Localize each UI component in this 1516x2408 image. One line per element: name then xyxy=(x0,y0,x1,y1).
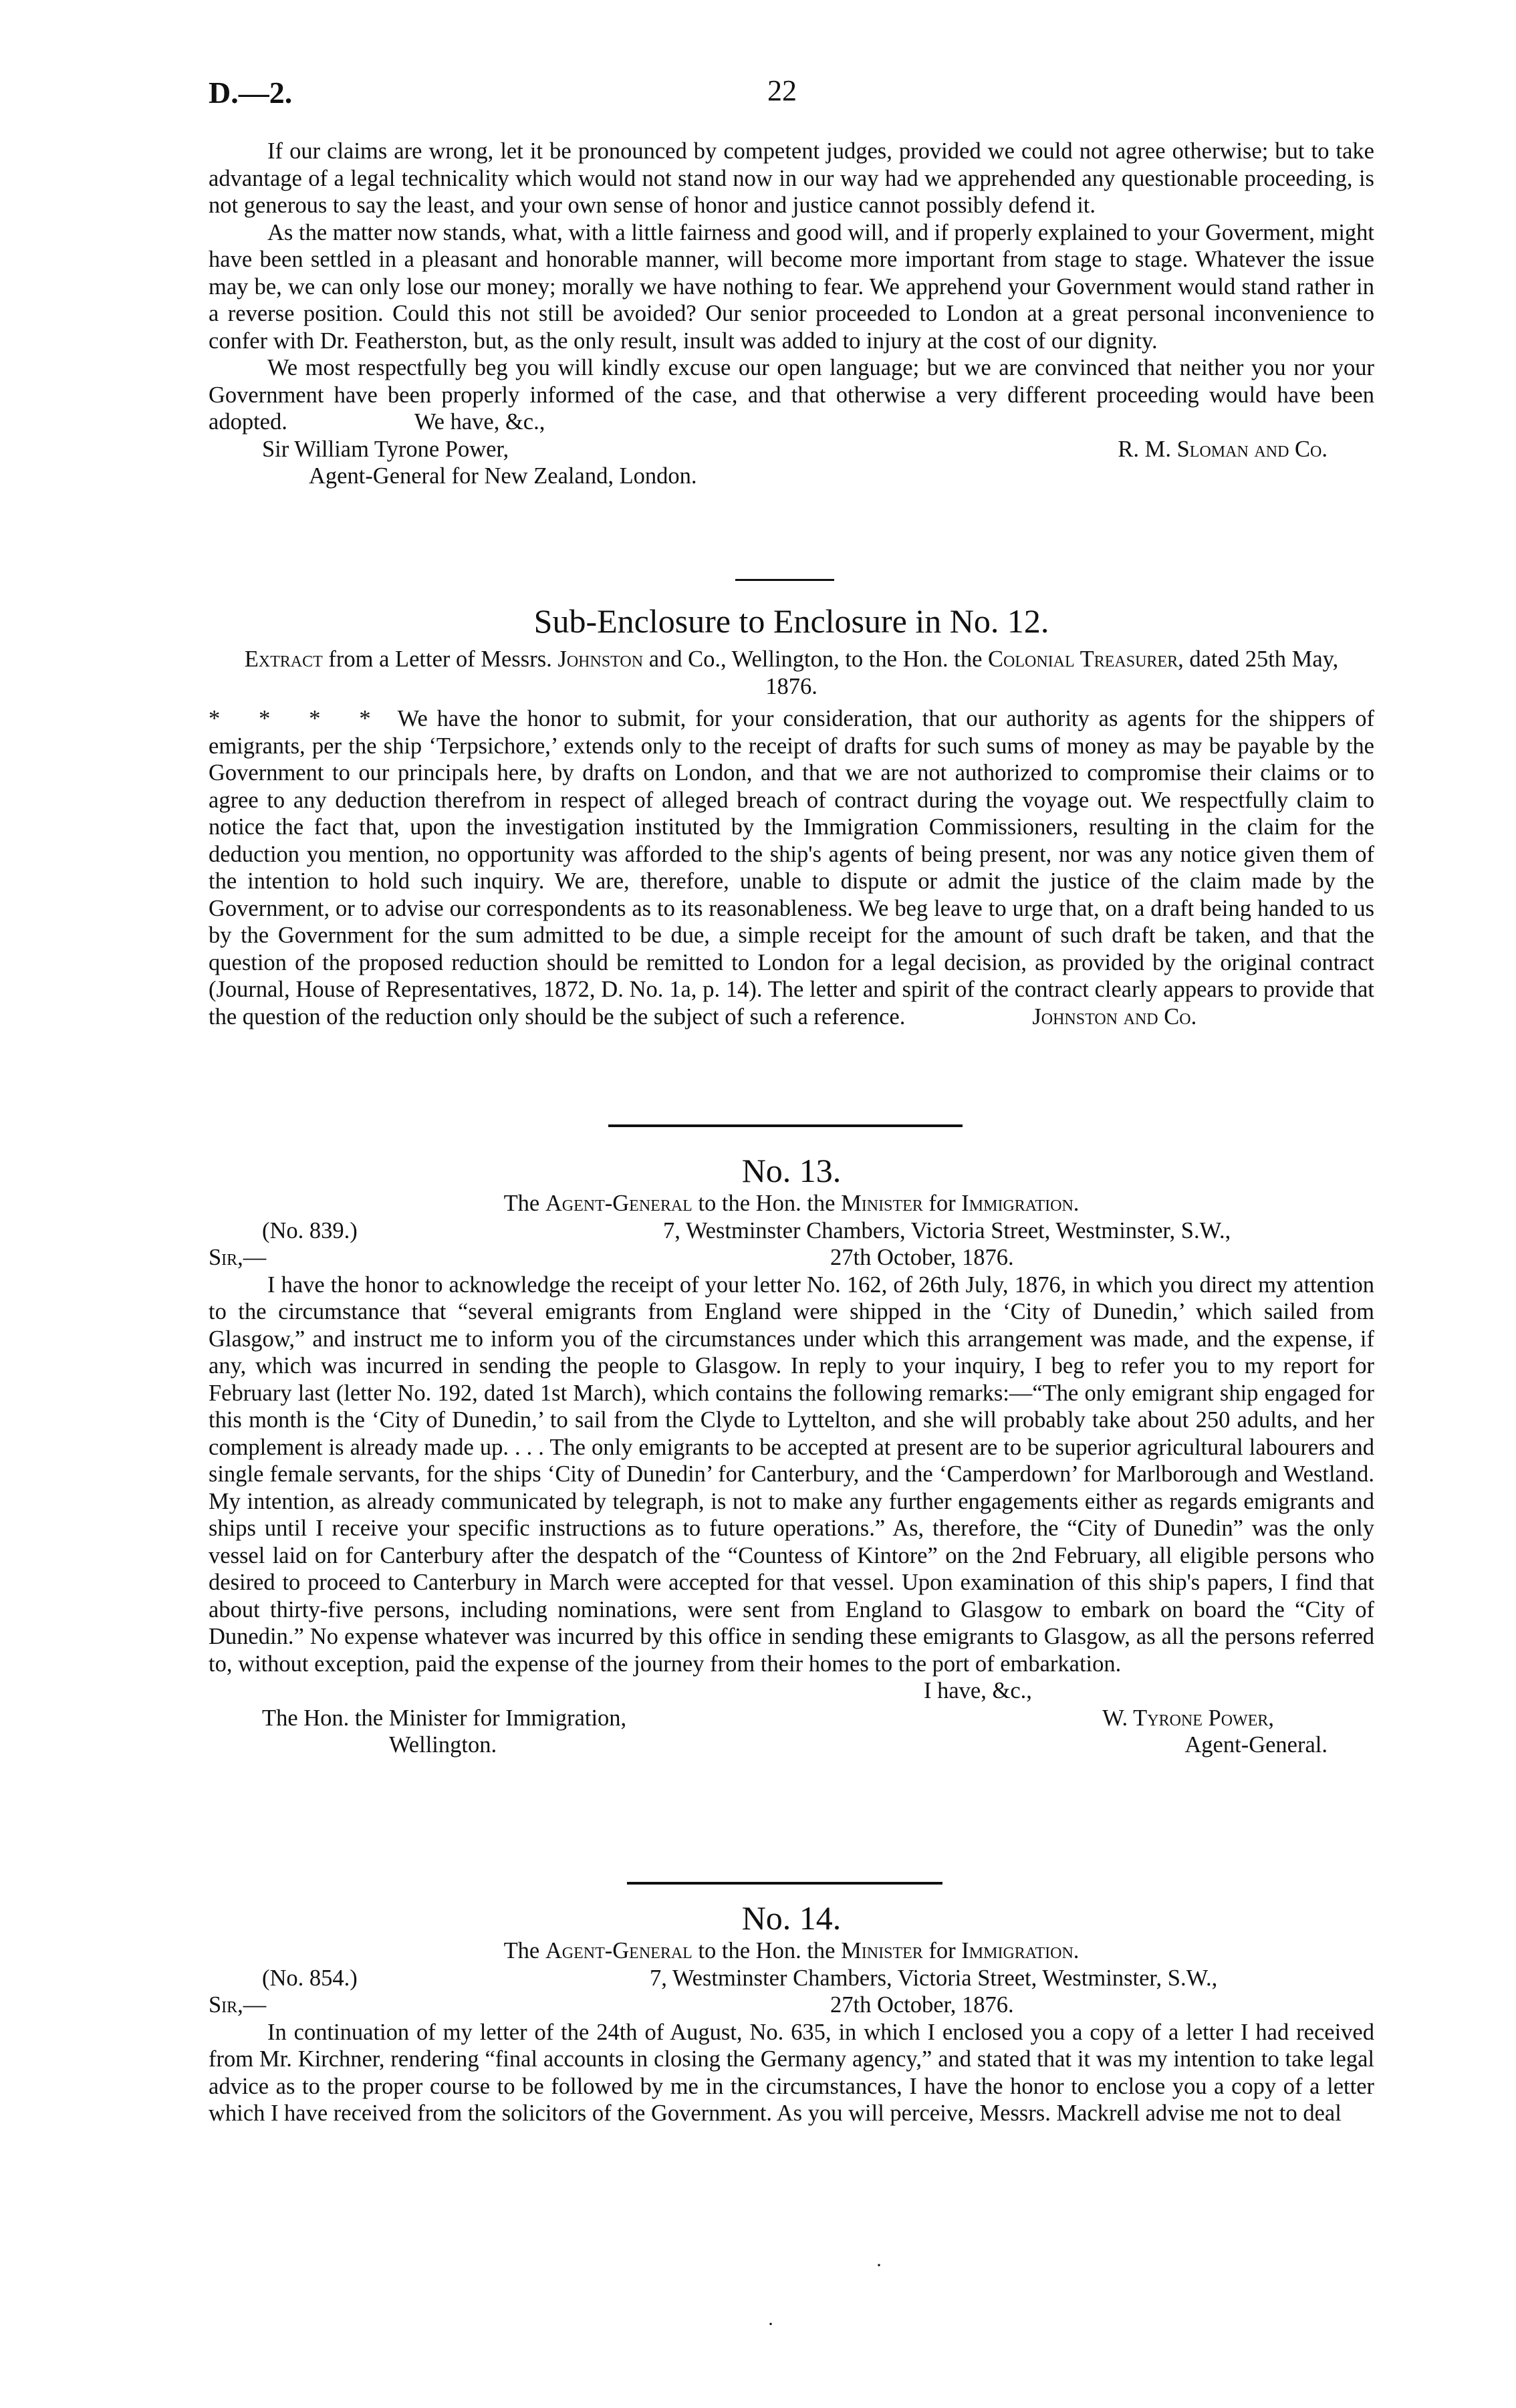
addressee-title: Agent-General for New Zealand, London. xyxy=(309,463,697,489)
letter-parties: The Agent-General to the Hon. the Minister for Immigration. xyxy=(503,1191,1080,1216)
page-number: 22 xyxy=(767,74,797,107)
closing: We have, &c., xyxy=(414,409,545,435)
letter-number: No. 13. xyxy=(741,1152,842,1189)
signature-block xyxy=(209,1731,1374,1759)
signatory-title: Agent-General. xyxy=(1184,1732,1328,1758)
paragraph: In continuation of my letter of the 24th of August, No. 635, in which I enclosed you a copy of a letter I had received from Mr. Kirchner, rendering “final accounts in closing the Germany agency,” and stated that it was my intention to take legal advice as to the proper course to be followed by me in the circumstances, I have the honor to enclose you a copy of a letter which I have received from the solicitors of the Government. As you will perceive, Messrs. Mackrell advise me not to deal xyxy=(209,2019,1374,2126)
letter-continued xyxy=(209,138,1374,490)
signatory: W. Tyrone Power, xyxy=(1102,1705,1274,1731)
paragraph: * * * * We have the honor to submit, for your consideration, that our authority as agents for the shippers of emigrants, per the ship ‘Terpsichore,’ extends only to the receipt of drafts for such sums of money as may be payable by the Government to our principals here, by drafts on London, and that we are not authorized to compromise their claims or to agree to any deduction therefrom in respect of alleged breach of contract during the voyage out. We respectfully claim to notice the fact that, upon the investigation instituted by the Immigration Commissioners, resulting in the claim for the deduction you mention, no opportunity was afforded to the ship's agents of being present, nor was any notice given them of the intention to hold such inquiry. We are, therefore, unable to dispute or admit the justice of the claim made by the Government, or to advise our correspondents as to its reasonableness. We beg leave to urge that, on a draft being handed to us by the Government for the sum admitted to be due, a simple receipt for the amount of such draft be taken, and that the question of the proposed reduction should be remitted to London for a legal decision, as provided by the original contract (Journal, House of Representatives, 1872, D. No. 1a, p. 14). The letter and spirit of the contract clearly appears to provide that the question of the reduction only should be the subject of such a reference. Johnston and Co. xyxy=(209,706,1375,1030)
paragraph: We most respectfully beg you will kindly excuse our open language; but we are convinced that neither you nor your Government have been properly informed of the case, and that otherwise a very different proceeding would have been adopted. We have, &c., xyxy=(209,355,1374,435)
letter-number: No. 14. xyxy=(741,1899,842,1937)
date: 27th October, 1876. xyxy=(830,1992,1014,2018)
paragraph: I have the honor to acknowledge the receipt of your letter No. 162, of 26th July, 1876, in which you direct my attention to the circumstance that “several emigrants from England were shipped in the ‘City of Dunedin,’ which sailed from Glasgow,” and instruct me to inform you of the circumstances under which this arrangement was made, and the expense, if any, which was incurred in sending the people to Glasgow. In reply to your inquiry, I beg to refer you to my report for February last (letter No. 192, dated 1st March), which contains the following remarks:—“The only emigrant ship engaged for this month is the ‘City of Dunedin,’ to sail from the Clyde to Lyttelton, and she will probably take about 250 adults, and her complement is already made up. . . . The only emigrants to be accepted at present are to be superior agricultural labourers and single female servants, for the ships ‘City of Dunedin’ for Canterbury, and the ‘Camperdown’ for Marlborough and Westland. My intention, as already communicated by telegraph, is not to make any further engagements either as regards emigrants and ships until I receive your specific instructions as to future operations.” As, therefore, the “City of Dunedin” was the only vessel laid on for Canterbury after the despatch of the “Countess of Kintore” on the 2nd February, all eligible persons who desired to proceed to Canterbury in March were accepted for that vessel. Upon examination of this ship's papers, I find that about thirty-five persons, including nominations, were sent from England to Glasgow to embark on board the “City of Dunedin.” No expense whatever was incurred by this office in sending these emigrants to Glasgow, as all the persons referred to, without exception, paid the expense of the journey from their homes to the port of embarkation. xyxy=(209,1272,1374,1677)
sub-enclosure xyxy=(209,602,1374,1030)
reference: (No. 854.) xyxy=(262,1965,358,1991)
salutation-row xyxy=(209,1244,1374,1272)
divider xyxy=(735,579,834,581)
salutation-row xyxy=(209,1992,1374,2019)
stray-mark: · xyxy=(876,2254,882,2276)
letter-heading-row xyxy=(209,1965,1374,1992)
signature-block xyxy=(209,1705,1374,1732)
letter-no-14 xyxy=(209,1899,1374,2127)
section-heading: Sub-Enclosure to Enclosure in No. 12. xyxy=(533,602,1049,640)
signature-block xyxy=(209,436,1374,463)
signatory: Johnston and Co. xyxy=(1032,1003,1197,1030)
recipient: The Hon. the Minister for Immigration, xyxy=(262,1705,627,1731)
date: 27th October, 1876. xyxy=(830,1245,1014,1270)
stray-mark: · xyxy=(767,2313,774,2335)
section-code: D.—2. xyxy=(209,76,293,110)
divider xyxy=(627,1882,942,1885)
address: 7, Westminster Chambers, Victoria Street, Westminster, S.W., xyxy=(663,1217,1231,1243)
reference: (No. 839.) xyxy=(262,1217,358,1243)
paragraph: As the matter now stands, what, with a little fairness and good will, and if properly explained to your Goverment, might have been settled in a pleasant and honorable manner, will become more important from stage to stage. Whatever the issue may be, we can only lose our money; morally we have nothing to fear. We apprehend your Government would stand rather in a reverse position. Could this not still be avoided? Our senior proceeded to London at a great personal inconvenience to confer with Dr. Featherston, but, as the only result, insult was added to injury at the cost of our dignity. xyxy=(209,219,1374,354)
divider xyxy=(608,1124,963,1127)
salutation: Sir,— xyxy=(209,1992,267,2018)
closing: I have, &c., xyxy=(924,1678,1032,1703)
address: 7, Westminster Chambers, Victoria Street, Westminster, S.W., xyxy=(650,1965,1218,1991)
letter-no-13 xyxy=(209,1151,1374,1759)
extract-caption: Extract from a Letter of Messrs. Johnston and Co., Wellington, to the Hon. the Colonial Treasurer, dated 25th May, 1876. xyxy=(244,646,1339,699)
letter-parties: The Agent-General to the Hon. the Minister for Immigration. xyxy=(503,1938,1080,1963)
recipient-place: Wellington. xyxy=(389,1732,497,1758)
paragraph: If our claims are wrong, let it be pronounced by competent judges, provided we could not agree otherwise; but to take advantage of a legal technicality which would not stand now in our way had we apprehended any questionable proceeding, is not generous to say the least, and your own sense of honor and justice cannot possibly defend it. xyxy=(209,138,1374,218)
addressee: Sir William Tyrone Power, xyxy=(262,436,509,462)
letter-heading-row xyxy=(209,1217,1374,1245)
signatory: R. M. Sloman and Co. xyxy=(1118,436,1328,462)
salutation: Sir,— xyxy=(209,1245,267,1270)
